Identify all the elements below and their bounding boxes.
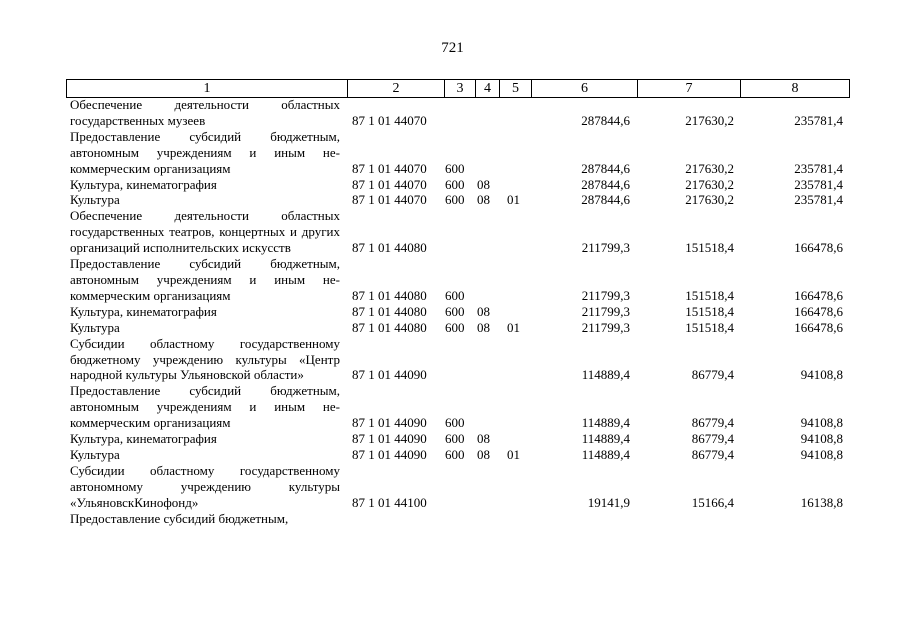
subsection: 01 [507, 446, 520, 462]
subsection: 01 [507, 319, 520, 335]
amount-col-8: 94108,8 [800, 415, 843, 431]
amount-col-6: 114889,4 [581, 431, 630, 447]
amount-col-7: 151518,4 [685, 303, 734, 319]
program-code: 87 1 01 44080 [352, 303, 427, 319]
program-code: 87 1 01 44070 [352, 176, 427, 192]
header-col-4: 4 [476, 80, 500, 97]
expense-type: 600 [445, 431, 465, 447]
amount-col-7: 151518,4 [685, 287, 734, 303]
amount-col-7: 86779,4 [691, 415, 734, 431]
amount-col-7: 86779,4 [691, 431, 734, 447]
row-description: Культура, кинематография [70, 176, 217, 192]
row-description: Субсидии областному государственному автономному учреждению культуры «УльяновскКинофонд» [70, 462, 340, 510]
amount-col-6: 114889,4 [581, 415, 630, 431]
table-row [0, 208, 905, 256]
amount-col-8: 166478,6 [794, 303, 843, 319]
subsection: 01 [507, 192, 520, 208]
program-code: 87 1 01 44090 [352, 431, 427, 447]
expense-type: 600 [445, 303, 465, 319]
page-number: 721 [441, 40, 464, 56]
header-col-8: 8 [791, 81, 799, 96]
header-col-5: 5 [500, 80, 532, 97]
section: 08 [477, 446, 490, 462]
program-code: 87 1 01 44070 [352, 112, 427, 128]
program-code: 87 1 01 44090 [352, 446, 427, 462]
row-description: Предоставление субсидий бюджетным, автономным учреждениям и иным не-коммерческим организациям [70, 128, 340, 176]
header-col-1: 1 [67, 80, 348, 97]
table-row [0, 431, 905, 447]
table-row [0, 129, 905, 177]
table-row [0, 177, 905, 193]
table-row [0, 320, 905, 336]
program-code: 87 1 01 44070 [352, 192, 427, 208]
amount-col-6: 211799,3 [581, 287, 630, 303]
amount-col-8: 166478,6 [794, 287, 843, 303]
amount-col-7: 15166,4 [691, 494, 734, 510]
amount-col-8: 235781,4 [794, 176, 843, 192]
program-code: 87 1 01 44080 [352, 287, 427, 303]
program-code: 87 1 01 44080 [352, 319, 427, 335]
row-description: Обеспечение деятельности областных государственных музеев [70, 97, 340, 128]
amount-col-8: 235781,4 [794, 112, 843, 128]
amount-col-6: 211799,3 [581, 240, 630, 256]
amount-col-8: 94108,8 [800, 367, 843, 383]
amount-col-6: 114889,4 [581, 446, 630, 462]
table-row [0, 192, 905, 208]
row-description: Предоставление субсидий бюджетным, [70, 510, 289, 526]
amount-col-6: 287844,6 [581, 192, 630, 208]
section: 08 [477, 319, 490, 335]
amount-col-6: 19141,9 [587, 494, 630, 510]
amount-col-8: 94108,8 [800, 431, 843, 447]
table-row [0, 336, 905, 384]
amount-col-7: 151518,4 [685, 240, 734, 256]
program-code: 87 1 01 44080 [352, 240, 427, 256]
amount-col-8: 166478,6 [794, 319, 843, 335]
amount-col-6: 211799,3 [581, 303, 630, 319]
row-description: Предоставление субсидий бюджетным, автономным учреждениям и иным не-коммерческим организациям [70, 383, 340, 431]
table-row [0, 447, 905, 463]
expense-type: 600 [445, 415, 465, 431]
row-description: Культура, кинематография [70, 303, 217, 319]
row-description: Культура, кинематография [70, 431, 217, 447]
amount-col-8: 94108,8 [800, 446, 843, 462]
header-col-6: 6 [532, 80, 638, 97]
table-row [0, 383, 905, 431]
section: 08 [477, 176, 490, 192]
table-header [66, 79, 850, 98]
amount-col-6: 287844,6 [581, 176, 630, 192]
amount-col-8: 235781,4 [794, 160, 843, 176]
row-description: Субсидии областному государственному бюджетному учреждению культуры «Центр народной культуры Ульяновской области» [70, 335, 340, 383]
amount-col-7: 217630,2 [685, 112, 734, 128]
header-col-2: 2 [348, 80, 445, 97]
expense-type: 600 [445, 192, 465, 208]
row-description: Культура [70, 192, 120, 208]
table-row [0, 463, 905, 511]
amount-col-6: 287844,6 [581, 112, 630, 128]
amount-col-7: 217630,2 [685, 192, 734, 208]
amount-col-7: 217630,2 [685, 160, 734, 176]
amount-col-8: 235781,4 [794, 192, 843, 208]
section: 08 [477, 303, 490, 319]
program-code: 87 1 01 44070 [352, 160, 427, 176]
amount-col-6: 114889,4 [581, 367, 630, 383]
row-description: Предоставление субсидий бюджетным, автономным учреждениям и иным не-коммерческим организациям [70, 256, 340, 303]
amount-col-8: 16138,8 [800, 494, 843, 510]
amount-col-7: 217630,2 [685, 176, 734, 192]
section: 08 [477, 431, 490, 447]
amount-col-7: 86779,4 [691, 446, 734, 462]
amount-col-7: 151518,4 [685, 319, 734, 335]
expense-type: 600 [445, 160, 465, 176]
amount-col-7: 86779,4 [691, 367, 734, 383]
table-body [0, 97, 905, 526]
program-code: 87 1 01 44090 [352, 415, 427, 431]
header-col-7: 7 [638, 80, 741, 97]
amount-col-6: 211799,3 [581, 319, 630, 335]
expense-type: 600 [445, 176, 465, 192]
row-description: Культура [70, 319, 120, 335]
section: 08 [477, 192, 490, 208]
row-description: Обеспечение деятельности областных государственных театров, концертных и других организаций исполнительских искусств [70, 208, 340, 256]
table-row [0, 304, 905, 320]
row-description: Культура [70, 446, 120, 462]
expense-type: 600 [445, 446, 465, 462]
program-code: 87 1 01 44100 [352, 494, 427, 510]
expense-type: 600 [445, 319, 465, 335]
amount-col-6: 287844,6 [581, 160, 630, 176]
amount-col-8: 166478,6 [794, 240, 843, 256]
table-row [0, 97, 905, 129]
expense-type: 600 [445, 287, 465, 303]
header-col-3: 3 [445, 80, 476, 97]
table-row [0, 511, 905, 527]
table-row [0, 256, 905, 304]
program-code: 87 1 01 44090 [352, 367, 427, 383]
